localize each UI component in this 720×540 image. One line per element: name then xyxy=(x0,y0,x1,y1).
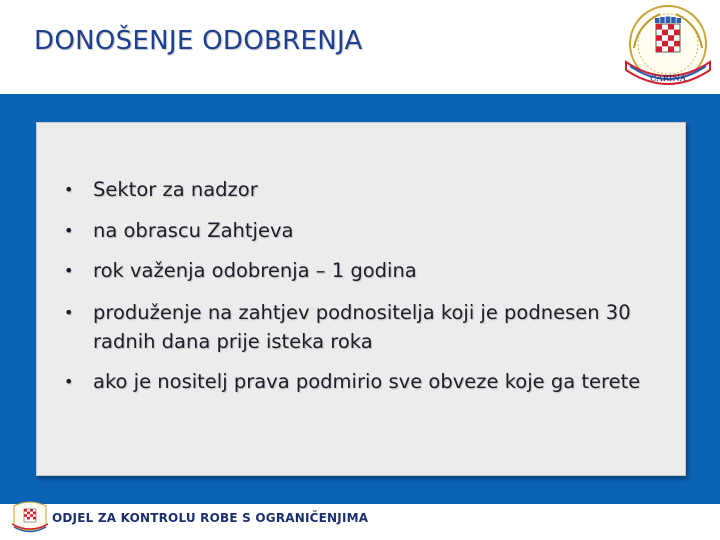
slide-title: DONOŠENJE ODOBRENJA xyxy=(34,26,363,56)
bullet-dot: • xyxy=(64,372,74,391)
content-panel xyxy=(36,122,686,476)
bullet-item xyxy=(64,175,673,204)
bullet-dot: • xyxy=(64,303,74,322)
bullet-item xyxy=(64,256,673,285)
footer-text: ODJEL ZA KONTROLU ROBE S OGRANIČENJIMA xyxy=(52,511,369,525)
bullet-text: produženje na zahtjev podnositelja koji je podnesen 30 radnih dana prije isteka roka xyxy=(93,301,631,353)
bullet-text: na obrascu Zahtjeva xyxy=(93,219,294,242)
bullet-text: ako je nositelj prava podmirio sve obveze koje ga terete xyxy=(93,370,641,393)
bullet-text: rok važenja odobrenja – 1 godina xyxy=(93,259,417,282)
bullet-dot: • xyxy=(64,221,74,240)
bullet-text: Sektor za nadzor xyxy=(93,178,258,201)
bullet-dot: • xyxy=(64,261,74,280)
bullet-item xyxy=(64,216,673,245)
carina-small-emblem-icon xyxy=(10,500,50,534)
emblem-ribbon-text: CARINA xyxy=(650,74,686,84)
bullet-item xyxy=(64,367,673,396)
bullet-item xyxy=(64,298,673,356)
bullet-dot: • xyxy=(64,180,74,199)
carina-emblem-icon xyxy=(620,4,716,88)
